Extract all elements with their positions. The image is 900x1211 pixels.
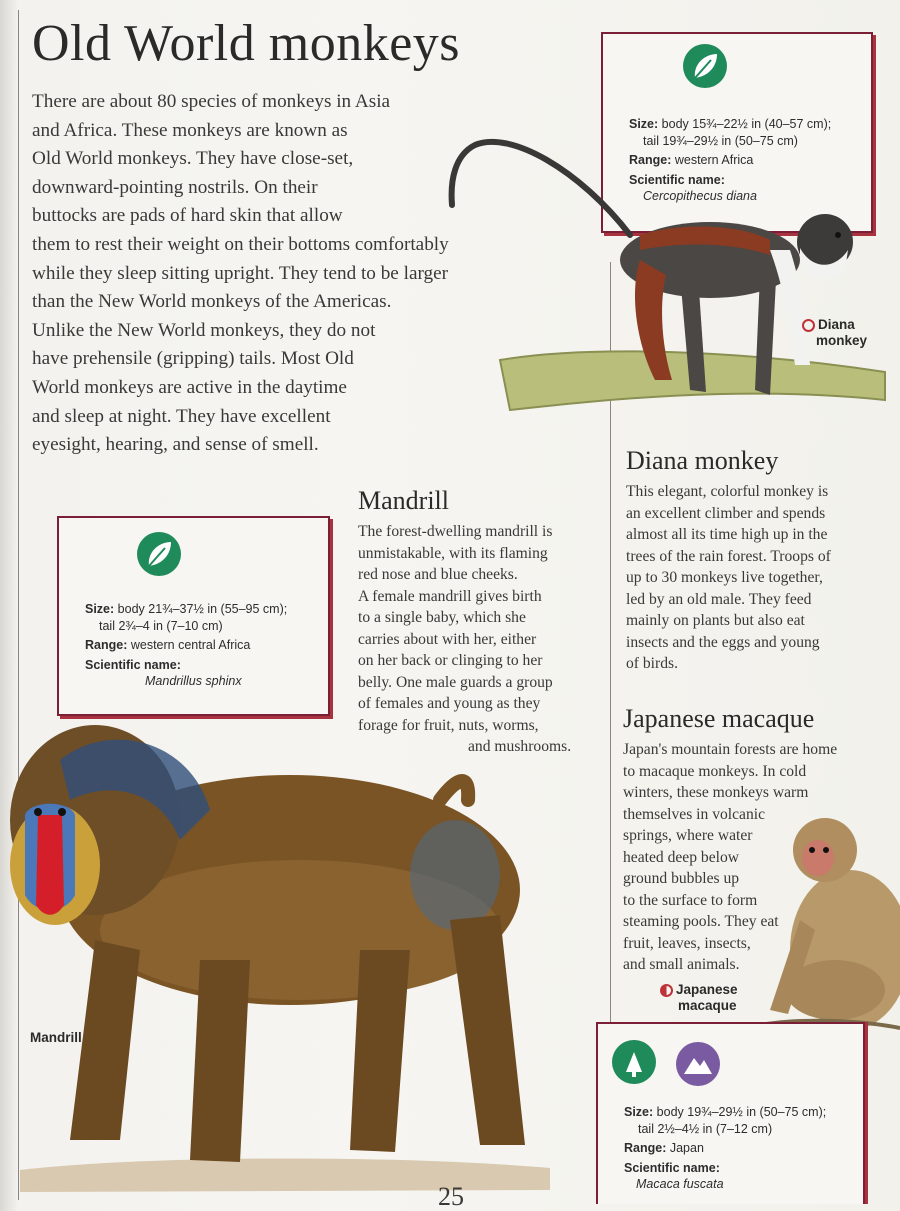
range-label: Range:	[85, 638, 128, 652]
diana-caption	[802, 317, 867, 349]
mandrill-line: to a single baby, which she	[358, 609, 526, 626]
mandrill-caption: Mandrill	[30, 1030, 82, 1045]
diana-size: body 15¾–22½ in (40–57 cm);	[661, 117, 832, 131]
mandrill-size: body 21¾–37½ in (55–95 cm);	[117, 602, 288, 616]
intro-line: and Africa. These monkeys are known as	[32, 119, 348, 141]
mandrill-line: red nose and blue cheeks.	[358, 566, 518, 583]
macaque-info-text	[624, 1104, 864, 1193]
diana-line: of birds.	[626, 655, 678, 672]
intro-line: them to rest their weight on their bottoms comfortably	[32, 233, 449, 255]
diana-paragraph	[626, 481, 881, 675]
diana-scientific: Cercopithecus diana	[643, 189, 757, 203]
diana-line: led by an old male. They feed	[626, 590, 812, 608]
diana-line: an excellent climber and spends	[626, 504, 826, 522]
intro-line: Unlike the New World monkeys, they do not	[32, 319, 376, 341]
scientific-label: Scientific name:	[629, 172, 725, 187]
intro-line: have prehensile (gripping) tails. Most Old	[32, 348, 354, 370]
macaque-line: to the surface to form	[623, 891, 758, 909]
mandrill-info-text	[85, 601, 325, 690]
diana-line: trees of the rain forest. Troops of	[626, 547, 831, 565]
intro-line: Old World monkeys. They have close-set,	[32, 148, 354, 170]
macaque-info-box	[596, 1022, 865, 1204]
mandrill-illustration	[0, 700, 560, 1200]
size-label: Size:	[629, 117, 659, 131]
mandrill-scientific: Mandrillus sphinx	[145, 674, 242, 688]
diana-caption-line1: Diana	[818, 317, 855, 332]
leaf-habitat-icon	[137, 532, 181, 576]
diana-tail: tail 19¾–29½ in (50–75 cm)	[643, 133, 798, 148]
macaque-line: to macaque monkeys. In cold	[623, 762, 807, 780]
macaque-line: themselves in volcanic	[623, 805, 766, 823]
mandrill-line: of females and young as they	[358, 695, 541, 712]
macaque-line: springs, where water	[623, 827, 753, 844]
macaque-line: ground bubbles up	[623, 870, 740, 887]
diana-line: up to 30 monkeys live together,	[626, 569, 823, 586]
mandrill-line: A female mandrill gives birth	[358, 587, 542, 605]
scientific-label: Scientific name:	[85, 657, 181, 672]
intro-line: World monkeys are active in the daytime	[32, 376, 347, 398]
forest-habitat-icon	[612, 1040, 656, 1084]
diana-range: western Africa	[674, 153, 754, 167]
mandrill-info-box	[57, 516, 330, 716]
mandrill-heading: Mandrill	[358, 486, 449, 515]
macaque-line: and small animals.	[623, 956, 740, 973]
mandrill-line: belly. One male guards a group	[358, 673, 553, 691]
intro-line: while they sleep sitting upright. They tend to be larger	[32, 262, 448, 284]
diana-line: insects and the eggs and young	[626, 633, 820, 651]
macaque-line: fruit, leaves, insects,	[623, 934, 751, 952]
diana-monkey-illustration	[440, 110, 890, 440]
intro-line: buttocks are pads of hard skin that allow	[32, 205, 343, 227]
range-status-icon	[660, 984, 673, 997]
mandrill-line: carries about with her, either	[358, 630, 537, 648]
macaque-illustration	[740, 800, 900, 1040]
diana-caption-line2: monkey	[816, 333, 868, 348]
diana-line: almost all its time high up in the	[626, 526, 828, 543]
mandrill-range: western central Africa	[130, 638, 251, 652]
mandrill-line: forage for fruit, nuts, worms,	[358, 716, 539, 734]
mandrill-line: on her back or clinging to her	[358, 652, 543, 669]
intro-line: than the New World monkeys of the Americas.	[32, 291, 392, 313]
mountain-habitat-icon	[676, 1042, 720, 1086]
mandrill-line: The forest-dwelling mandrill is	[358, 523, 553, 540]
mandrill-tail: tail 2¾–4 in (7–10 cm)	[99, 618, 223, 633]
macaque-heading: Japanese macaque	[623, 704, 815, 733]
intro-line: eyesight, hearing, and sense of smell.	[32, 434, 319, 456]
diana-line: mainly on plants but also eat	[626, 612, 805, 629]
intro-line: downward-pointing nostrils. On their	[32, 176, 318, 198]
macaque-scientific: Macaca fuscata	[636, 1177, 724, 1191]
macaque-line: steaming pools. They eat	[623, 913, 779, 930]
macaque-line: Japan's mountain forests are home	[623, 741, 838, 758]
macaque-caption-line2: macaque	[678, 998, 737, 1013]
size-label: Size:	[85, 602, 115, 616]
page-title: Old World monkeys	[32, 15, 461, 72]
range-label: Range:	[629, 153, 672, 167]
macaque-caption	[660, 982, 738, 1014]
macaque-tail: tail 2½–4½ in (7–12 cm)	[638, 1121, 773, 1136]
diana-line: This elegant, colorful monkey is	[626, 483, 829, 500]
intro-line: There are about 80 species of monkeys in Asia	[32, 91, 391, 112]
scientific-label: Scientific name:	[624, 1160, 720, 1175]
range-label: Range:	[624, 1141, 667, 1155]
macaque-line: heated deep below	[623, 848, 740, 866]
macaque-caption-line1: Japanese	[676, 982, 738, 997]
size-label: Size:	[624, 1105, 654, 1119]
leaf-habitat-icon	[683, 44, 727, 88]
range-status-icon	[802, 319, 815, 332]
diana-heading: Diana monkey	[626, 446, 779, 475]
page-number: 25	[438, 1182, 464, 1211]
mandrill-line: and mushrooms.	[468, 738, 572, 755]
intro-line: and sleep at night. They have excellent	[32, 405, 331, 427]
macaque-line: winters, these monkeys warm	[623, 784, 809, 801]
macaque-range: Japan	[669, 1141, 704, 1155]
macaque-size: body 19¾–29½ in (50–75 cm);	[656, 1105, 827, 1119]
mandrill-line: unmistakable, with its flaming	[358, 544, 548, 562]
